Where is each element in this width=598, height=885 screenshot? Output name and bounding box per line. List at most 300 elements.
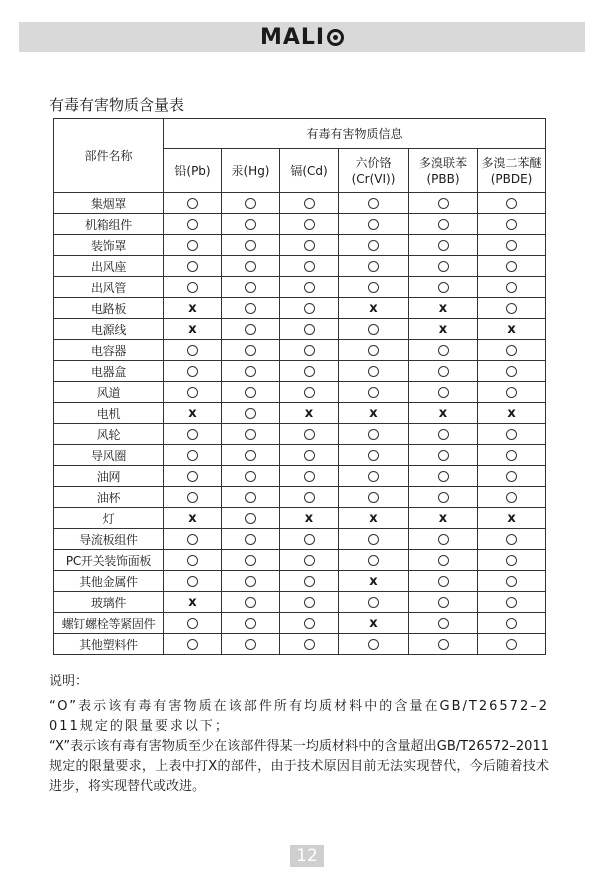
within-limit-mark: [368, 240, 379, 251]
part-name-cell: 电器盒: [54, 361, 164, 382]
substance-mark-cell: [164, 508, 222, 529]
substance-mark-cell: [280, 571, 339, 592]
within-limit-mark: [245, 345, 256, 356]
within-limit-mark: [368, 534, 379, 545]
within-limit-mark: [506, 345, 517, 356]
substance-mark-cell: [478, 256, 546, 277]
part-name-cell: 风轮: [54, 424, 164, 445]
substance-mark-cell: [409, 487, 478, 508]
substance-mark-cell: [280, 382, 339, 403]
substance-mark-cell: [339, 277, 409, 298]
substance-mark-cell: [409, 466, 478, 487]
substance-mark-cell: [280, 550, 339, 571]
substance-mark-cell: [478, 193, 546, 214]
within-limit-mark: [506, 261, 517, 272]
substance-mark-cell: [280, 466, 339, 487]
within-limit-mark: [506, 450, 517, 461]
part-name-cell: 其他塑料件: [54, 634, 164, 655]
exceeds-limit-mark: x: [369, 301, 378, 316]
substance-mark-cell: [280, 487, 339, 508]
within-limit-mark: [438, 555, 449, 566]
part-name-cell: 导风圈: [54, 445, 164, 466]
substance-mark-cell: [409, 361, 478, 382]
substance-mark-cell: [339, 214, 409, 235]
within-limit-mark: [506, 639, 517, 650]
within-limit-mark: [368, 366, 379, 377]
exceeds-limit-mark: x: [369, 616, 378, 631]
exceeds-limit-mark: x: [507, 511, 516, 526]
substance-mark-cell: [164, 466, 222, 487]
within-limit-mark: [368, 429, 379, 440]
table-row: [54, 319, 546, 340]
table-row: [54, 571, 546, 592]
within-limit-mark: [506, 387, 517, 398]
within-limit-mark: [245, 219, 256, 230]
exceeds-limit-mark: x: [507, 322, 516, 337]
substance-column-header: [164, 149, 222, 193]
table-body: [54, 193, 546, 655]
within-limit-mark: [368, 282, 379, 293]
within-limit-mark: [245, 198, 256, 209]
within-limit-mark: [187, 492, 198, 503]
within-limit-mark: [506, 303, 517, 314]
within-limit-mark: [438, 345, 449, 356]
within-limit-mark: [304, 303, 315, 314]
substance-mark-cell: [280, 298, 339, 319]
page-number: 12: [290, 845, 324, 867]
within-limit-mark: [368, 219, 379, 230]
table-row: [54, 592, 546, 613]
substance-mark-cell: [478, 466, 546, 487]
substance-mark-cell: [164, 445, 222, 466]
part-name-cell: PC开关装饰面板: [54, 550, 164, 571]
within-limit-mark: [438, 471, 449, 482]
within-limit-mark: [304, 639, 315, 650]
substance-mark-cell: [409, 424, 478, 445]
substance-mark-cell: [164, 529, 222, 550]
substance-info-header: 有毒有害物质信息: [164, 119, 546, 149]
substance-column-header: [478, 149, 546, 193]
substance-mark-cell: [222, 613, 280, 634]
within-limit-mark: [438, 576, 449, 587]
substance-mark-cell: [478, 403, 546, 424]
table-row: [54, 466, 546, 487]
within-limit-mark: [304, 324, 315, 335]
within-limit-mark: [245, 618, 256, 629]
substance-mark-cell: [222, 340, 280, 361]
table-row: [54, 214, 546, 235]
substance-mark-cell: [409, 550, 478, 571]
substance-mark-cell: [478, 634, 546, 655]
within-limit-mark: [506, 555, 517, 566]
substance-mark-cell: [164, 382, 222, 403]
within-limit-mark: [187, 240, 198, 251]
within-limit-mark: [304, 555, 315, 566]
substance-mark-cell: [280, 235, 339, 256]
hazardous-substances-table: [53, 118, 546, 655]
exceeds-limit-mark: x: [438, 301, 448, 316]
substance-mark-cell: [409, 571, 478, 592]
table-row: [54, 508, 546, 529]
substance-mark-cell: [339, 634, 409, 655]
within-limit-mark: [368, 261, 379, 272]
within-limit-mark: [187, 387, 198, 398]
substance-mark-cell: [478, 613, 546, 634]
exceeds-limit-mark: x: [304, 406, 314, 421]
part-name-cell: 灯: [54, 508, 164, 529]
column-header-line: 多溴联苯: [418, 155, 467, 170]
within-limit-mark: [438, 198, 449, 209]
within-limit-mark: [245, 555, 256, 566]
substance-mark-cell: [222, 403, 280, 424]
table-row: [54, 550, 546, 571]
within-limit-mark: [245, 408, 256, 419]
substance-mark-cell: [222, 319, 280, 340]
within-limit-mark: [506, 198, 517, 209]
substance-mark-cell: [478, 508, 546, 529]
substance-mark-cell: [222, 382, 280, 403]
within-limit-mark: [187, 576, 198, 587]
substance-mark-cell: [164, 487, 222, 508]
within-limit-mark: [304, 597, 315, 608]
substance-mark-cell: [478, 214, 546, 235]
substance-mark-cell: [222, 235, 280, 256]
exceeds-limit-mark: x: [304, 511, 314, 526]
substance-column-header: [339, 149, 409, 193]
substance-mark-cell: [164, 193, 222, 214]
column-header-line: 多溴二苯醚: [481, 155, 542, 170]
substance-mark-cell: [339, 571, 409, 592]
substance-mark-cell: [409, 298, 478, 319]
substance-mark-cell: [164, 319, 222, 340]
within-limit-mark: [187, 261, 198, 272]
within-limit-mark: [245, 387, 256, 398]
part-name-cell: 集烟罩: [54, 193, 164, 214]
substance-mark-cell: [280, 277, 339, 298]
substance-mark-cell: [164, 403, 222, 424]
substance-mark-cell: [409, 193, 478, 214]
table-row: [54, 613, 546, 634]
substance-mark-cell: [164, 277, 222, 298]
substance-mark-cell: [280, 361, 339, 382]
table-row: [54, 340, 546, 361]
substance-column-header: [280, 149, 339, 193]
within-limit-mark: [245, 324, 256, 335]
substance-mark-cell: [164, 361, 222, 382]
substance-mark-cell: [222, 592, 280, 613]
exceeds-limit-mark: x: [188, 595, 197, 610]
part-name-cell: 装饰罩: [54, 235, 164, 256]
substance-mark-cell: [409, 256, 478, 277]
substance-mark-cell: [478, 529, 546, 550]
brand-name: MALI: [259, 24, 326, 50]
substance-mark-cell: [478, 382, 546, 403]
table-row: [54, 445, 546, 466]
table-row: [54, 256, 546, 277]
part-name-cell: 机箱组件: [54, 214, 164, 235]
substance-mark-cell: [164, 256, 222, 277]
substance-mark-cell: [222, 508, 280, 529]
notes-section: [49, 673, 549, 797]
within-limit-mark: [438, 597, 449, 608]
table-row: [54, 193, 546, 214]
within-limit-mark: [187, 366, 198, 377]
within-limit-mark: [187, 555, 198, 566]
table-row: [54, 235, 546, 256]
exceeds-limit-mark: x: [369, 511, 378, 526]
substance-mark-cell: [409, 613, 478, 634]
substance-mark-cell: [222, 445, 280, 466]
note-x-definition: “X”表示该有毒有害物质至少在该部件得某一均质材料中的含量超出GB/T26572–2011规定的限量要求，上表中打X的部件，由于技术原因目前无法实现替代，今后随着技术进步，将实现替代或改进。: [49, 739, 549, 794]
substance-mark-cell: [280, 319, 339, 340]
substance-mark-cell: [222, 214, 280, 235]
substance-mark-cell: [409, 340, 478, 361]
table-row: [54, 424, 546, 445]
within-limit-mark: [506, 597, 517, 608]
within-limit-mark: [368, 492, 379, 503]
column-header-line: 镉(Cd): [290, 163, 328, 178]
within-limit-mark: [506, 534, 517, 545]
substance-mark-cell: [164, 235, 222, 256]
substance-mark-cell: [339, 508, 409, 529]
within-limit-mark: [304, 429, 315, 440]
substance-mark-cell: [339, 298, 409, 319]
within-limit-mark: [304, 366, 315, 377]
within-limit-mark: [245, 303, 256, 314]
within-limit-mark: [187, 198, 198, 209]
part-name-cell: 电路板: [54, 298, 164, 319]
page-title: 有毒有害物质含量表: [49, 96, 185, 114]
substance-mark-cell: [222, 277, 280, 298]
within-limit-mark: [187, 639, 198, 650]
within-limit-mark: [438, 492, 449, 503]
part-name-cell: 出风管: [54, 277, 164, 298]
within-limit-mark: [506, 492, 517, 503]
substance-mark-cell: [164, 592, 222, 613]
substance-mark-cell: [409, 508, 478, 529]
table-row: [54, 634, 546, 655]
within-limit-mark: [187, 345, 198, 356]
exceeds-limit-mark: x: [369, 406, 378, 421]
within-limit-mark: [438, 387, 449, 398]
substance-mark-cell: [280, 613, 339, 634]
within-limit-mark: [245, 597, 256, 608]
substance-mark-cell: [478, 340, 546, 361]
within-limit-mark: [506, 282, 517, 293]
substance-mark-cell: [339, 445, 409, 466]
within-limit-mark: [438, 639, 449, 650]
within-limit-mark: [438, 366, 449, 377]
column-header-line: (PBB): [426, 171, 460, 186]
part-name-cell: 电源线: [54, 319, 164, 340]
within-limit-mark: [304, 198, 315, 209]
substance-mark-cell: [164, 613, 222, 634]
substance-mark-cell: [222, 361, 280, 382]
substance-mark-cell: [222, 466, 280, 487]
substance-mark-cell: [222, 256, 280, 277]
within-limit-mark: [304, 345, 315, 356]
substance-mark-cell: [280, 508, 339, 529]
within-limit-mark: [187, 450, 198, 461]
part-name-cell: 出风座: [54, 256, 164, 277]
within-limit-mark: [245, 282, 256, 293]
within-limit-mark: [245, 576, 256, 587]
substance-mark-cell: [280, 445, 339, 466]
within-limit-mark: [187, 429, 198, 440]
within-limit-mark: [368, 450, 379, 461]
substance-mark-cell: [339, 424, 409, 445]
substance-mark-cell: [222, 571, 280, 592]
substance-mark-cell: [280, 193, 339, 214]
within-limit-mark: [245, 366, 256, 377]
substance-column-header: [409, 149, 478, 193]
part-name-cell: 油杯: [54, 487, 164, 508]
within-limit-mark: [368, 639, 379, 650]
substance-mark-cell: [339, 340, 409, 361]
within-limit-mark: [304, 492, 315, 503]
substance-mark-cell: [478, 277, 546, 298]
substance-mark-cell: [280, 256, 339, 277]
substance-mark-cell: [409, 277, 478, 298]
within-limit-mark: [304, 471, 315, 482]
substance-mark-cell: [222, 487, 280, 508]
substance-mark-cell: [339, 319, 409, 340]
substance-mark-cell: [164, 340, 222, 361]
within-limit-mark: [438, 429, 449, 440]
exceeds-limit-mark: x: [438, 406, 448, 421]
part-name-cell: 导流板组件: [54, 529, 164, 550]
substance-mark-cell: [280, 592, 339, 613]
substance-mark-cell: [478, 487, 546, 508]
substance-mark-cell: [164, 634, 222, 655]
column-header-line: 六价铬: [355, 155, 392, 170]
within-limit-mark: [245, 429, 256, 440]
substance-mark-cell: [280, 634, 339, 655]
within-limit-mark: [187, 618, 198, 629]
column-header-line: (PBDE): [490, 171, 533, 186]
exceeds-limit-mark: x: [188, 322, 197, 337]
column-header-line: 铅(Pb): [174, 163, 211, 178]
within-limit-mark: [245, 639, 256, 650]
substance-mark-cell: [478, 445, 546, 466]
within-limit-mark: [506, 219, 517, 230]
substance-mark-cell: [222, 529, 280, 550]
substance-mark-cell: [409, 403, 478, 424]
substance-mark-cell: [409, 214, 478, 235]
substance-mark-cell: [339, 466, 409, 487]
substance-mark-cell: [339, 529, 409, 550]
within-limit-mark: [304, 534, 315, 545]
column-header-line: 汞(Hg): [231, 163, 270, 178]
exceeds-limit-mark: x: [188, 301, 197, 316]
substance-mark-cell: [409, 634, 478, 655]
substance-mark-cell: [222, 298, 280, 319]
substance-mark-cell: [478, 424, 546, 445]
within-limit-mark: [304, 219, 315, 230]
part-name-cell: 玻璃件: [54, 592, 164, 613]
exceeds-limit-mark: x: [438, 511, 448, 526]
substance-mark-cell: [280, 529, 339, 550]
within-limit-mark: [304, 387, 315, 398]
part-name-cell: 风道: [54, 382, 164, 403]
substance-mark-cell: [409, 445, 478, 466]
within-limit-mark: [368, 198, 379, 209]
substance-mark-cell: [222, 193, 280, 214]
exceeds-limit-mark: x: [438, 322, 448, 337]
part-name-header: 部件名称: [54, 119, 164, 193]
within-limit-mark: [368, 345, 379, 356]
within-limit-mark: [304, 576, 315, 587]
within-limit-mark: [506, 366, 517, 377]
substance-mark-cell: [280, 214, 339, 235]
substance-mark-cell: [339, 592, 409, 613]
within-limit-mark: [506, 576, 517, 587]
within-limit-mark: [506, 240, 517, 251]
within-limit-mark: [304, 450, 315, 461]
part-name-cell: 电容器: [54, 340, 164, 361]
substance-mark-cell: [280, 403, 339, 424]
substance-mark-cell: [164, 214, 222, 235]
substance-mark-cell: [164, 571, 222, 592]
within-limit-mark: [438, 534, 449, 545]
column-header-line: (Cr(VI)): [351, 171, 396, 186]
within-limit-mark: [438, 219, 449, 230]
within-limit-mark: [187, 219, 198, 230]
substance-mark-cell: [409, 382, 478, 403]
substance-mark-cell: [478, 550, 546, 571]
within-limit-mark: [506, 618, 517, 629]
substance-mark-cell: [478, 235, 546, 256]
within-limit-mark: [438, 261, 449, 272]
within-limit-mark: [368, 471, 379, 482]
within-limit-mark: [438, 282, 449, 293]
substance-mark-cell: [409, 319, 478, 340]
substance-mark-cell: [478, 592, 546, 613]
substance-mark-cell: [478, 571, 546, 592]
within-limit-mark: [304, 618, 315, 629]
substance-mark-cell: [339, 256, 409, 277]
note-o-definition: “O”表示该有毒有害物质在该部件所有均质材料中的含量在GB/T26572–2011规定的限量要求以下；: [49, 699, 549, 734]
within-limit-mark: [304, 282, 315, 293]
within-limit-mark: [187, 282, 198, 293]
substance-mark-cell: [222, 550, 280, 571]
substance-mark-cell: [339, 613, 409, 634]
power-o-icon: [327, 29, 344, 46]
brand-logo: [19, 22, 585, 52]
within-limit-mark: [245, 513, 256, 524]
substance-mark-cell: [409, 529, 478, 550]
within-limit-mark: [187, 534, 198, 545]
substance-column-header: [222, 149, 280, 193]
table-row: [54, 382, 546, 403]
within-limit-mark: [245, 534, 256, 545]
substance-mark-cell: [280, 340, 339, 361]
table-row: [54, 361, 546, 382]
within-limit-mark: [304, 261, 315, 272]
within-limit-mark: [506, 429, 517, 440]
substance-mark-cell: [339, 403, 409, 424]
substance-mark-cell: [222, 424, 280, 445]
part-name-cell: 油网: [54, 466, 164, 487]
exceeds-limit-mark: x: [369, 574, 378, 589]
within-limit-mark: [245, 261, 256, 272]
table-row: [54, 403, 546, 424]
substance-mark-cell: [339, 382, 409, 403]
exceeds-limit-mark: x: [188, 511, 197, 526]
substance-mark-cell: [478, 298, 546, 319]
part-name-cell: 螺钉螺栓等紧固件: [54, 613, 164, 634]
part-name-cell: 电机: [54, 403, 164, 424]
